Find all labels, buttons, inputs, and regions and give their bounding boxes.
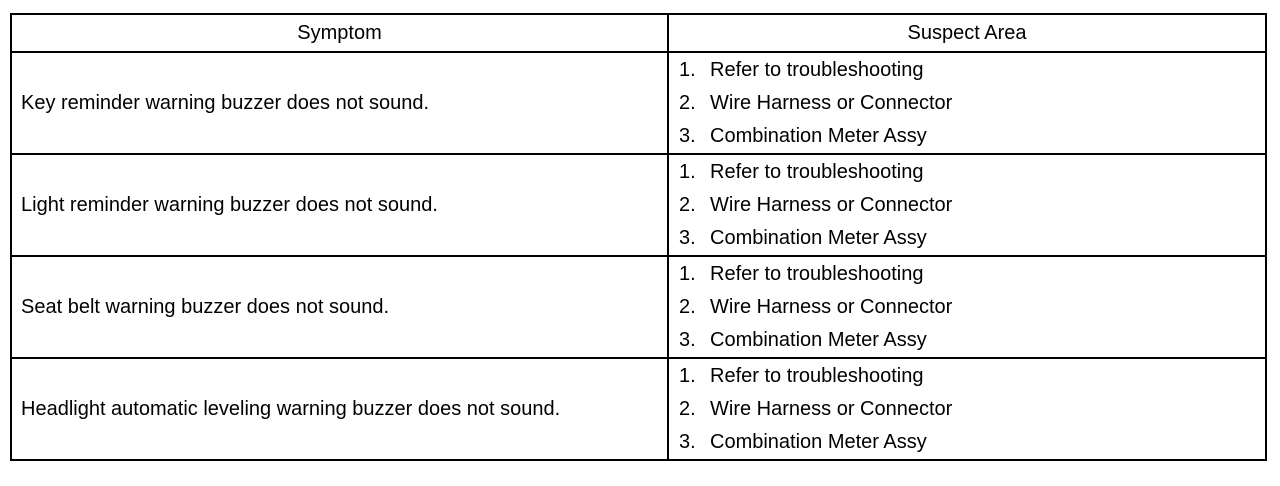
symptom-column-header: Symptom xyxy=(12,15,669,51)
symptom-cell: Seat belt warning buzzer does not sound. xyxy=(12,257,669,357)
suspect-area-item xyxy=(669,120,1265,153)
table-header-row xyxy=(12,15,1265,51)
item-number: 3. xyxy=(679,124,696,147)
suspect-area-item xyxy=(669,258,1265,291)
suspect-area-item xyxy=(669,87,1265,120)
item-number: 2. xyxy=(679,397,696,420)
suspect-area-item xyxy=(669,393,1265,426)
item-number: 3. xyxy=(679,226,696,249)
table-row xyxy=(12,51,1265,153)
symptom-cell: Key reminder warning buzzer does not sound. xyxy=(12,53,669,153)
item-text: Refer to troubleshooting xyxy=(710,58,924,81)
symptom-cell: Light reminder warning buzzer does not sound. xyxy=(12,155,669,255)
table-row xyxy=(12,255,1265,357)
item-text: Refer to troubleshooting xyxy=(710,160,924,183)
item-number: 1. xyxy=(679,262,696,285)
item-number: 1. xyxy=(679,364,696,387)
suspect-area-item xyxy=(669,324,1265,357)
suspect-area-item xyxy=(669,291,1265,324)
item-text: Refer to troubleshooting xyxy=(710,364,924,387)
item-number: 1. xyxy=(679,58,696,81)
item-text: Combination Meter Assy xyxy=(710,226,927,249)
item-number: 3. xyxy=(679,328,696,351)
suspect-area-item xyxy=(669,222,1265,255)
suspect-area-cell xyxy=(669,257,1265,357)
item-text: Combination Meter Assy xyxy=(710,328,927,351)
suspect-area-cell xyxy=(669,53,1265,153)
item-text: Refer to troubleshooting xyxy=(710,262,924,285)
item-number: 2. xyxy=(679,91,696,114)
item-text: Combination Meter Assy xyxy=(710,430,927,453)
suspect-area-item xyxy=(669,189,1265,222)
suspect-area-column-header: Suspect Area xyxy=(907,21,1027,44)
item-number: 2. xyxy=(679,193,696,216)
suspect-area-item xyxy=(669,54,1265,87)
item-text: Wire Harness or Connector xyxy=(710,193,953,216)
suspect-area-cell xyxy=(669,359,1265,459)
suspect-area-item xyxy=(669,360,1265,393)
suspect-area-cell xyxy=(669,155,1265,255)
item-number: 2. xyxy=(679,295,696,318)
item-text: Combination Meter Assy xyxy=(710,124,927,147)
table-row xyxy=(12,153,1265,255)
symptom-table xyxy=(10,13,1267,461)
item-text: Wire Harness or Connector xyxy=(710,397,953,420)
item-number: 1. xyxy=(679,160,696,183)
symptom-cell: Headlight automatic leveling warning buzzer does not sound. xyxy=(12,359,669,459)
suspect-area-item xyxy=(669,156,1265,189)
item-text: Wire Harness or Connector xyxy=(710,91,953,114)
item-number: 3. xyxy=(679,430,696,453)
suspect-area-item xyxy=(669,426,1265,459)
table-row xyxy=(12,357,1265,459)
item-text: Wire Harness or Connector xyxy=(710,295,953,318)
